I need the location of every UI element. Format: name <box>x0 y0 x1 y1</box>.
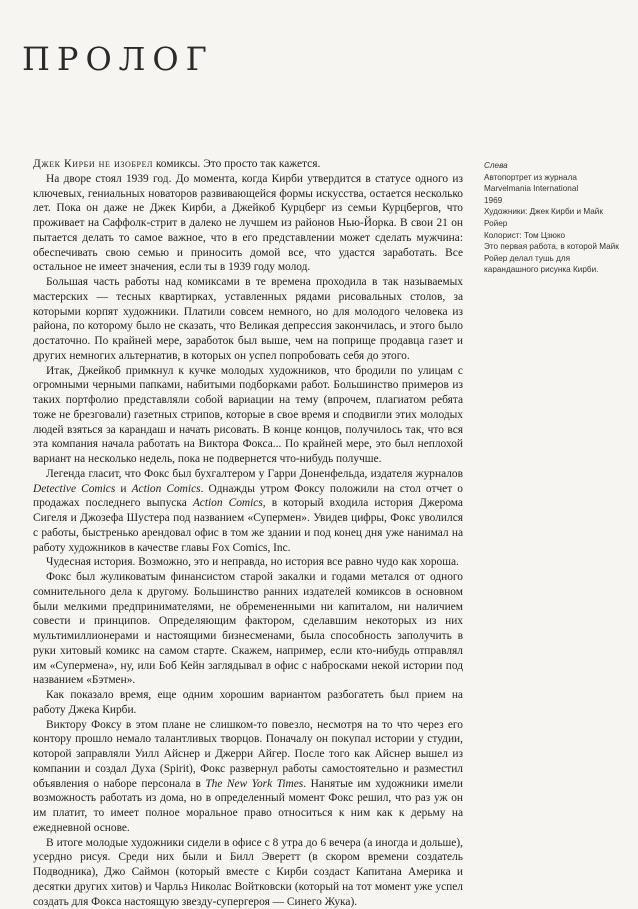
caption-title: Автопортрет из журнала Marvelmania International <box>484 172 624 195</box>
image-caption <box>484 160 624 276</box>
caption-label: Слева <box>484 160 624 172</box>
caption-colorist: Колорист: Том Цзюко <box>484 230 624 242</box>
lead-in: Джек Кирби не изобрел <box>33 158 153 170</box>
paragraph: Как показало время, еще одним хорошим вариантом разбогатеть был прием на работу Джека Кирби. <box>33 688 463 718</box>
caption-artists: Художники: Джек Кирби и Майк Ройер <box>484 206 624 229</box>
caption-note: Это первая работа, в которой Майк Ройер делал тушь для карандашного рисунка Кирби. <box>484 241 624 276</box>
paragraph: В итоге молодые художники сидели в офисе с 8 утра до 6 вечера (а иногда и дольше), усердно рисуя. Среди них были и Билл Эверетт (в скором времени создатель Подводника), Джо Саймон (который вместе с Кирби создаст Капитана Америка и десятки других хитов) и Чарльз Николас Войтковски (который на тот момент уже успел создать для Фокса настоящую звезду-супергероя — Синего Жука). <box>33 836 463 909</box>
newspaper-title: The New York Times <box>205 778 303 790</box>
magazine-title: Action Comics <box>193 497 263 509</box>
magazine-title: Detective Comics <box>33 483 115 495</box>
chapter-body <box>33 157 463 909</box>
paragraph: Легенда гласит, что Фокс был бухгалтером у Гарри Доненфельда, издателя журналов Detective Comics и Action Comics. Однажды утром Фоксу положили на стол отчет о продажах последнего выпуска Action Comics, в который входила история Джерома Сигеля и Джозефа Шустера под названием «Супермен». Увидев цифры, Фокс уволился с работы, быстренько арендовал офис в том же здании и под конец дня уже нанимал на работу художников в качестве главы Fox Comics, Inc. <box>33 467 463 556</box>
paragraph: На дворе стоял 1939 год. До момента, когда Кирби утвердится в статусе одного из ключевых, гениальных новаторов развивающейся формы искусства, остается несколько лет. Пока он даже не Джек Кирби, а Джейкоб Курцберг из семьи Курцбергов, что проживает на Саффолк-стрит в далеко не лучшем из районов Нью-Йорка. В свои 21 он пытается делать то самое важное, что в его представлении может сделать мужчина: обеспечивать свою семью и приносить домой все, что удастся заработать. Все остальное не имеет значения, если ты в 1939 году молод. <box>33 172 463 275</box>
magazine-title: Action Comics <box>132 483 201 495</box>
paragraph: Фокс был жуликоватым финансистом старой закалки и годами метался от одного сомнительного дела к другому. Большинство ранних издателей комиксов в основном были мелкими предпринимателями, не обремененными ни капиталом, ни наличием совести и принципов. Определяющим фактором, сделавшим некоторых из них мультимиллионерами и настоящими бизнесменами, была способность заполучить в руки хитовый комикс на самом старте. Скажем, например, если кто-нибудь отправлял им «Супермена», ну, или Боб Кейн заглядывал в офис с набросками некой истории под названием «Бэтмен». <box>33 570 463 688</box>
paragraph: Чудесная история. Возможно, это и неправда, но история все равно чудо как хороша. <box>33 555 463 570</box>
paragraph: Джек Кирби не изобрел комиксы. Это просто так кажется. <box>33 157 463 172</box>
paragraph: Итак, Джейкоб примкнул к кучке молодых художников, что бродили по улицам с огромными черными папками, набитыми подборками работ. Большинство примеров из таких портфолио представляли собой вариации на тему (впрочем, плагиатом ребята тоже не брезговали) газетных стрипов, которые в свое время и сподвигли этих молодых людей взяться за карандаш и начать рисовать. В конце концов, получилось так, что вся эта компания начала работать на Виктора Фокса... По крайней мере, это был неплохой вариант на несколько недель, пока не подвернется что-нибудь получше. <box>33 364 463 467</box>
paragraph: Виктору Фоксу в этом плане не слишком-то повезло, несмотря на то что через его контору прошло немало талантливых творцов. Поначалу он покупал истории у студии, которой заправляли Уилл Айснер и Джерри Айгер. После того как Айснер вышел из компании и создал Духа (Spirit), Фокс развернул работы самостоятельно и разместил объявления о наборе персонала в The New York Times. Нанятые им художники имели возможность работать из дома, но в определенный момент Фокс решил, что раз уж он им платит, то имеет полное моральное право относиться к ним как к дерьму на ежедневной основе. <box>33 718 463 836</box>
paragraph: Большая часть работы над комиксами в те времена проходила в так называемых мастерских — тесных квартирках, уставленных рядами рисовальных столов, за которыми корпят художники. Платили совсем немного, но для молодого человека из района, по которому было не сказать, что Великая депрессия закончилась, и этого было достаточно. По крайней мере, заработок был выше, чем на поприще продавца газет и других немногих альтернатив, в которых он успел попробовать себя до этого. <box>33 275 463 364</box>
caption-year: 1969 <box>484 195 624 207</box>
page-title: ПРОЛОГ <box>22 40 214 78</box>
